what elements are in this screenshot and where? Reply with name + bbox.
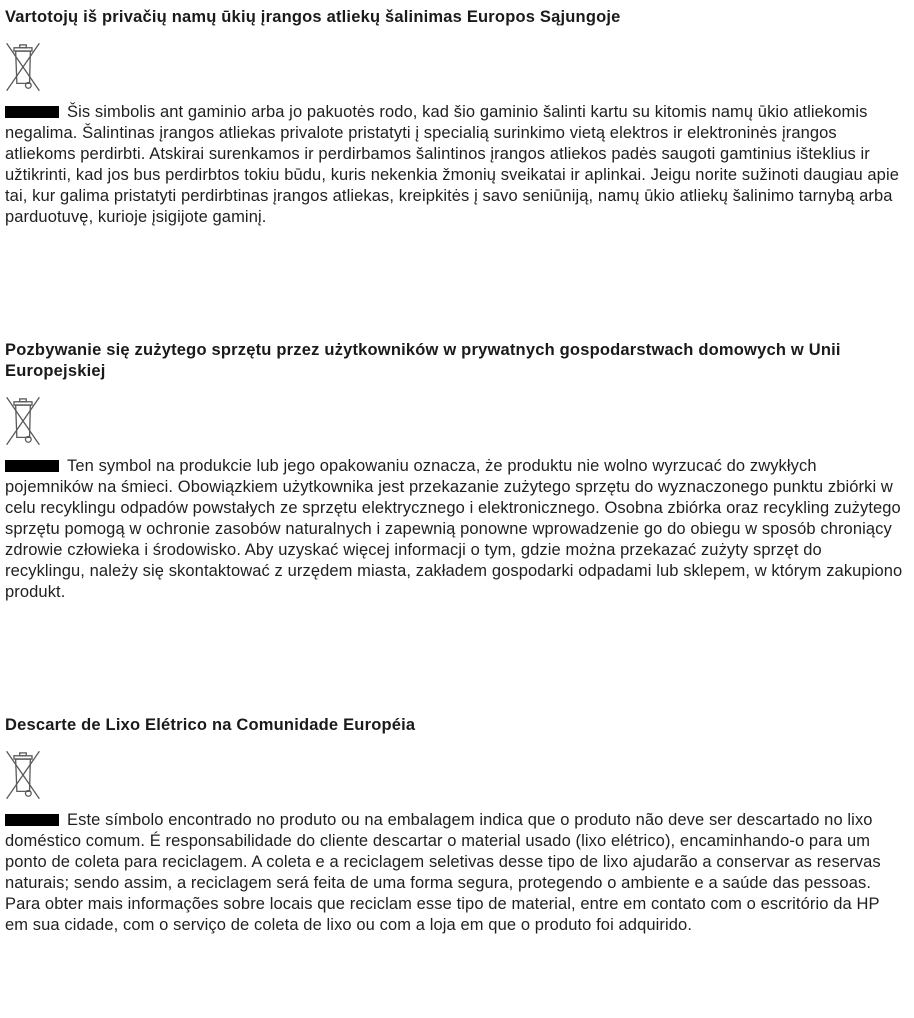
- paragraph-text: Este símbolo encontrado no produto ou na embalagem indica que o produto não deve ser descartado no lixo doméstico comum. É responsabilidade do cliente descartar o material usado (lixo elétrico), encaminhando-o para um ponto de coleta para reciclagem. A coleta e a reciclagem seletivas desse tipo de lixo ajudarão a conservar as reservas naturais; sendo assim, a reciclagem será feita de uma forma segura, protegendo o ambiente e a saúde das pessoas. Para obter mais informações sobre locais que reciclam esse tipo de material, entre em contato com o escritório da HP em sua cidade, com o serviço de coleta de lixo ou com a loja em que o produto foi adquirido.: [5, 811, 881, 934]
- section-paragraph: [5, 456, 903, 603]
- section-lithuanian: [5, 7, 906, 228]
- black-bar-icon: [5, 106, 59, 118]
- section-paragraph: [5, 810, 903, 936]
- weee-bin-icon: [5, 746, 906, 804]
- crossed-out-wheeled-bin-icon: [5, 746, 41, 804]
- crossed-out-wheeled-bin-icon: [5, 38, 41, 96]
- section-heading: Descarte de Lixo Elétrico na Comunidade Européia: [5, 716, 416, 734]
- section-heading: Vartotojų iš privačių namų ūkių įrangos atliekų šalinimas Europos Sąjungoje: [5, 8, 621, 26]
- section-portuguese: [5, 715, 906, 936]
- crossed-out-wheeled-bin-icon: [5, 392, 41, 450]
- section-heading: Pozbywanie się zużytego sprzętu przez użytkowników w prywatnych gospodarstwach domowych w Unii Europejskiej: [5, 341, 841, 380]
- paragraph-text: Šis simbolis ant gaminio arba jo pakuotės rodo, kad šio gaminio šalinti kartu su kitomis namų ūkio atliekomis negalima. Šalintinas įrangos atliekas privalote pristatyti į specialią surinkimo vietą elektros ir elektroninės įrangos atliekoms perdirbti. Atskirai surenkamos ir perdirbamos šalintinos įrangos atliekos padės saugoti gamtinius išteklius ir užtikrinti, kad jos bus perdirbtos tokiu būdu, kuris nekenkia žmonių sveikatai ir aplinkai. Jeigu norite sužinoti daugiau apie tai, kur galima pristatyti perdirbtinas įrangos atliekas, kreipkitės į savo seniūniją, namų ūkio atliekų šalinimo tarnybą arba parduotuvę, kurioje įsigijote gaminį.: [5, 103, 899, 226]
- black-bar-icon: [5, 814, 59, 826]
- weee-bin-icon: [5, 392, 906, 450]
- weee-bin-icon: [5, 38, 906, 96]
- section-polish: [5, 340, 906, 603]
- section-paragraph: [5, 102, 903, 228]
- black-bar-icon: [5, 460, 59, 472]
- paragraph-text: Ten symbol na produkcie lub jego opakowaniu oznacza, że produktu nie wolno wyrzucać do zwykłych pojemników na śmieci. Obowiązkiem użytkownika jest przekazanie zużytego sprzętu do wyznaczonego punktu zbiórki w celu recyklingu odpadów powstałych ze sprzętu elektrycznego i elektronicznego. Osobna zbiórka oraz recykling zużytego sprzętu pomogą w ochronie zasobów naturalnych i zapewnią ponowne wprowadzenie go do obiegu w sposób chroniący zdrowie człowieka i środowisko. Aby uzyskać więcej informacji o tym, gdzie można przekazać zużyty sprzęt do recyklingu, należy się skontaktować z urzędem miasta, zakładem gospodarki odpadami lub sklepem, w którym zakupiono produkt.: [5, 457, 903, 601]
